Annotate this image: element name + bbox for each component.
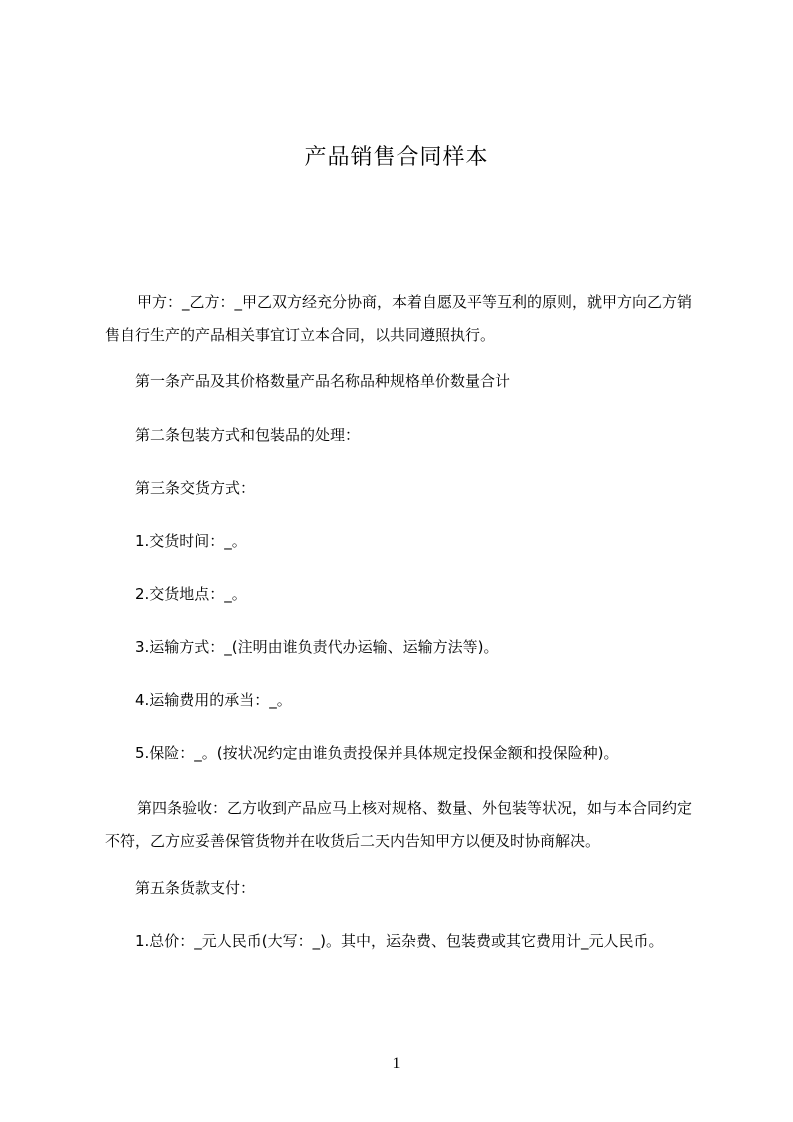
article-3-item-4: 4.运输费用的承当：_。: [135, 691, 292, 709]
intro-paragraph: 甲方：_乙方：_甲乙双方经充分协商，本着自愿及平等互利的原则，就甲方向乙方销售自行生产的产品相关事宜订立本合同，以共同遵照执行。: [105, 293, 693, 344]
page-number: 1: [392, 1055, 401, 1072]
article-5-heading: 第五条货款支付：: [135, 879, 256, 897]
article-3-item-5: 5.保险：_。(按状况约定由谁负责投保并具体规定投保金额和投保险种)。: [135, 744, 619, 762]
article-5-item-1: 1.总价：_元人民币(大写：_)。其中，运杂费、包装费或其它费用计_元人民币。: [135, 932, 664, 950]
article-3-item-1: 1.交货时间：_。: [135, 532, 247, 550]
document-title: 产品销售合同样本: [304, 145, 489, 170]
article-1-heading: 第一条产品及其价格数量产品名称品种规格单价数量合计: [135, 372, 511, 390]
article-2-heading: 第二条包装方式和包装品的处理：: [135, 426, 361, 444]
article-3-heading: 第三条交货方式：: [135, 479, 256, 497]
article-3-item-2: 2.交货地点：_。: [135, 585, 247, 603]
article-3-item-3: 3.运输方式：_(注明由谁负责代办运输、运输方法等)。: [135, 638, 499, 656]
article-4-paragraph: 第四条验收：乙方收到产品应马上核对规格、数量、外包装等状况，如与本合同约定不符，乙方应妥善保管货物并在收货后二天内告知甲方以便及时协商解决。: [105, 799, 693, 850]
